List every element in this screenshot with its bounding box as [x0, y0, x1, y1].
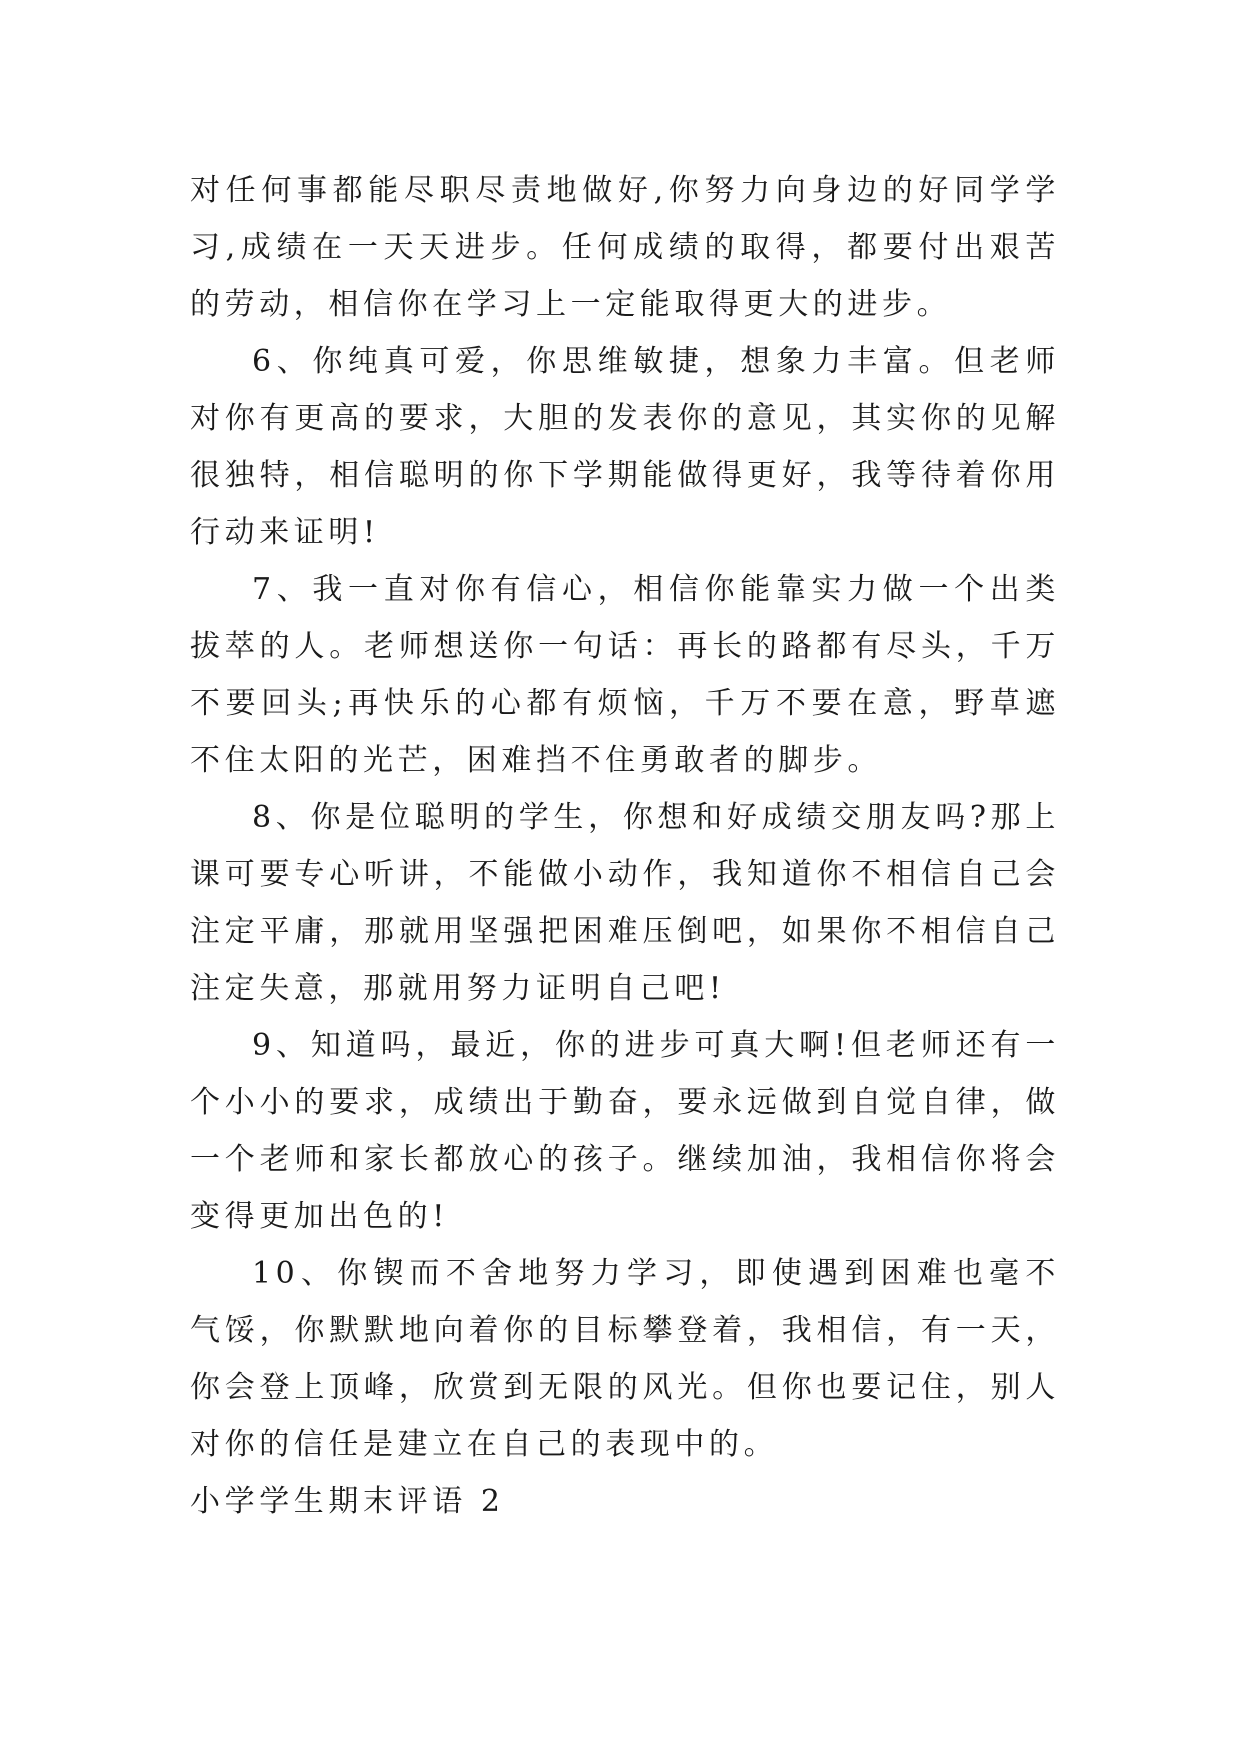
- paragraph-comment-6: 6、你纯真可爱，你思维敏捷，想象力丰富。但老师对你有更高的要求，大胆的发表你的意见，其实你的见解很独特，相信聪明的你下学期能做得更好，我等待着你用行动来证明!: [190, 344, 1060, 550]
- document-body: [190, 162, 1060, 1530]
- paragraph-comment-7: 7、我一直对你有信心，相信你能靠实力做一个出类拔萃的人。老师想送你一句话：再长的路都有尽头，千万不要回头;再快乐的心都有烦恼，千万不要在意，野草遮不住太阳的光芒，困难挡不住勇敢者的脚步。: [190, 572, 1060, 778]
- paragraph-comment-10: 10、你锲而不舍地努力学习，即使遇到困难也毫不气馁，你默默地向着你的目标攀登着，我相信，有一天，你会登上顶峰，欣赏到无限的风光。但你也要记住，别人对你的信任是建立在自己的表现中的。: [190, 1256, 1060, 1462]
- section-heading: 小学学生期末评语 2: [190, 1484, 505, 1519]
- paragraph-continued: 对任何事都能尽职尽责地做好,你努力向身边的好同学学习,成绩在一天天进步。任何成绩的取得，都要付出艰苦的劳动，相信你在学习上一定能取得更大的进步。: [190, 173, 1060, 322]
- paragraph-comment-8: 8、你是位聪明的学生，你想和好成绩交朋友吗?那上课可要专心听讲，不能做小动作，我知道你不相信自己会注定平庸，那就用坚强把困难压倒吧，如果你不相信自己注定失意，那就用努力证明自己吧!: [190, 800, 1060, 1006]
- paragraph-comment-9: 9、知道吗，最近，你的进步可真大啊!但老师还有一个小小的要求，成绩出于勤奋，要永远做到自觉自律，做一个老师和家长都放心的孩子。继续加油，我相信你将会变得更加出色的!: [190, 1028, 1060, 1234]
